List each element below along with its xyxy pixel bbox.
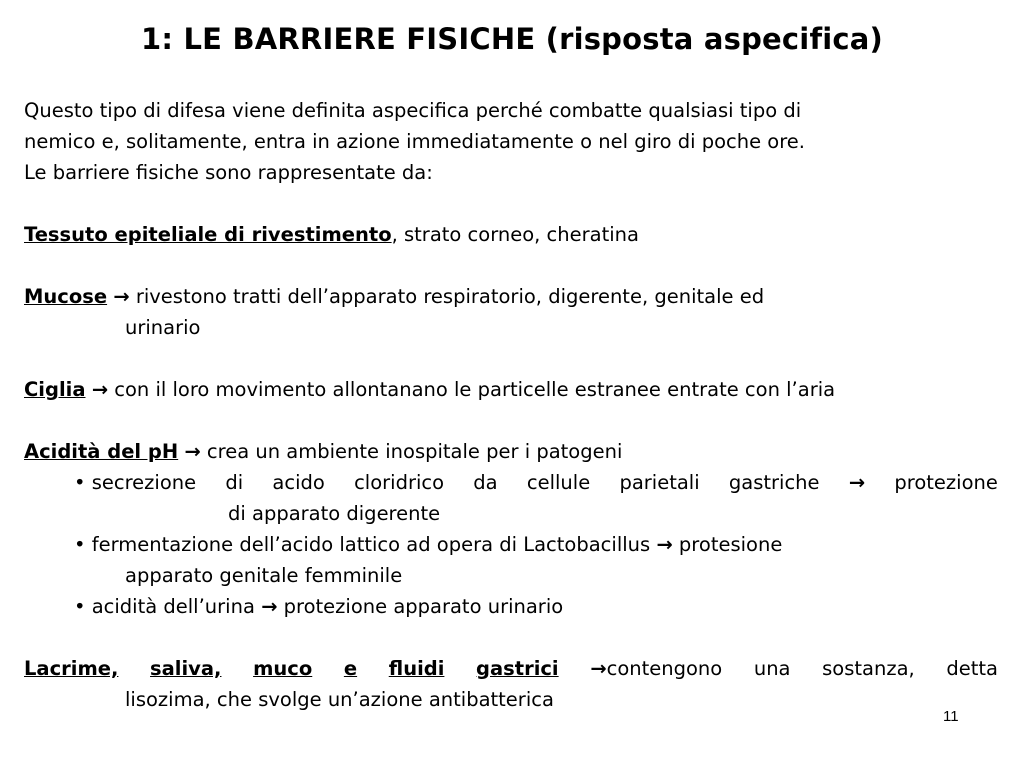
- lacrime-arrow-group: [590, 653, 722, 684]
- spacer: [24, 405, 998, 436]
- lacrime-term-word: muco: [253, 657, 313, 680]
- arrow-right-icon: →: [656, 533, 673, 556]
- bullet-text-end: protezione apparato urinario: [277, 595, 564, 618]
- mucose-term: Mucose: [24, 285, 108, 308]
- lacrime-continued: lisozima, che svolge un’azione antibatterica: [125, 688, 554, 711]
- arrow-right-icon: →: [113, 285, 130, 308]
- mucose-text: rivestono tratti dell’apparato respiratorio, digerente, genitale ed: [129, 285, 765, 308]
- arrow-right-icon: →: [261, 595, 278, 618]
- ciglia-paragraph: [24, 374, 998, 405]
- acidita-text: crea un ambiente inospitale per i patogeni: [200, 440, 623, 463]
- arrow-right-icon: →: [848, 471, 866, 494]
- lacrime-paragraph: [24, 653, 998, 684]
- lacrime-term-word: e: [343, 657, 358, 680]
- lacrime-term-word: Lacrime,: [24, 657, 119, 680]
- bullet-word: cloridrico: [354, 471, 445, 494]
- mucose-text-continued: urinario: [125, 316, 201, 339]
- bullet-urina: [24, 591, 998, 622]
- arrow-right-icon: →: [590, 657, 607, 680]
- lacrime-term-word: saliva,: [150, 657, 222, 680]
- bullet-text: • acidità dell’urina: [74, 595, 262, 618]
- bullet-word: acido: [272, 471, 325, 494]
- spacer: [24, 622, 998, 653]
- page-number: 11: [943, 708, 959, 725]
- lacrime-word: sostanza,: [822, 657, 915, 680]
- bullet-word: cellule: [526, 471, 591, 494]
- acidita-paragraph: [24, 436, 998, 467]
- bullet-text-end: protesione: [672, 533, 783, 556]
- bullet-fermentazione-continued: apparato genitale femminile: [125, 564, 403, 587]
- mucose-paragraph: [24, 281, 998, 312]
- ciglia-term: Ciglia: [24, 378, 86, 401]
- slide-body: [24, 95, 998, 715]
- bullet-word: di: [225, 471, 244, 494]
- bullet-word: gastriche: [728, 471, 820, 494]
- lacrime-word: una: [753, 657, 791, 680]
- epitelio-paragraph: [24, 219, 998, 250]
- lacrime-term-word: gastrici: [476, 657, 559, 680]
- bullet-word: parietali: [619, 471, 700, 494]
- intro-line-2: nemico e, solitamente, entra in azione immediatamente o nel giro di poche ore.: [24, 130, 805, 153]
- bullet-text: • fermentazione dell’acido lattico ad opera di Lactobacillus: [74, 533, 651, 556]
- lacrime-word: detta: [946, 657, 998, 680]
- lacrime-word: contengono: [606, 657, 723, 680]
- arrow-right-icon: →: [184, 440, 201, 463]
- bullet-fermentazione: [24, 529, 998, 560]
- bullet-secrezione-continued: di apparato digerente: [228, 502, 441, 525]
- bullet-word: • secrezione: [74, 471, 197, 494]
- spacer: [24, 250, 998, 281]
- acidita-term: Acidità del pH: [24, 440, 179, 463]
- page-title: 1: LE BARRIERE FISICHE (risposta aspecifica): [140, 22, 884, 56]
- intro-line-3: Le barriere fisiche sono rappresentate da:: [24, 161, 433, 184]
- spacer: [24, 343, 998, 374]
- epitelio-text: , strato corneo, cheratina: [391, 223, 639, 246]
- arrow-right-icon: →: [91, 378, 109, 401]
- lacrime-term-word: fluidi: [388, 657, 445, 680]
- ciglia-text: con il loro movimento allontanano le particelle estranee entrate con l’aria: [108, 378, 836, 401]
- spacer: [24, 188, 998, 219]
- epitelio-term: Tessuto epiteliale di rivestimento: [24, 223, 392, 246]
- bullet-secrezione: [24, 467, 998, 498]
- bullet-word: da: [473, 471, 498, 494]
- bullet-word: protezione: [894, 471, 998, 494]
- intro-line-1: Questo tipo di difesa viene definita aspecifica perché combatte qualsiasi tipo di: [24, 99, 802, 122]
